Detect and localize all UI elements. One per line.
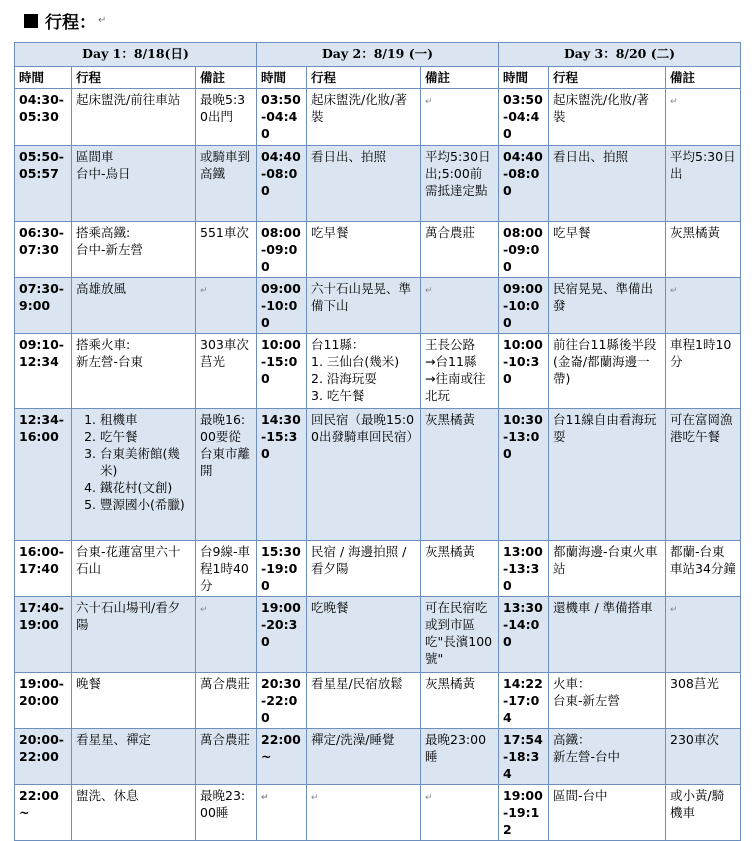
column-header-time: 時間: [15, 67, 72, 89]
note-cell: ↵: [666, 89, 741, 146]
plan-cell: 高鐵： 新左營-台中: [549, 729, 666, 785]
plan-cell: 起床盥洗/化妝/著裝: [307, 89, 421, 146]
itinerary-table: [14, 42, 741, 841]
paragraph-mark-icon: ↵: [98, 15, 107, 26]
plan-cell: 盥洗、休息: [72, 785, 196, 841]
note-cell: 230車次: [666, 729, 741, 785]
time-cell: 19:00-19:12: [499, 785, 549, 841]
page-title: 行程：: [45, 13, 96, 33]
note-cell: ↵: [421, 785, 499, 841]
note-cell: 灰黑橘黃: [421, 673, 499, 729]
plan-cell: 搭乘高鐵: 台中-新左營: [72, 222, 196, 278]
table-row: [15, 278, 741, 334]
note-cell: 303車次莒光: [196, 334, 257, 409]
time-cell: 14:30-15:30: [257, 409, 307, 541]
note-cell: 最晚23:00睡: [196, 785, 257, 841]
time-cell: 08:00-09:00: [499, 222, 549, 278]
note-cell: 或騎車到高鐵: [196, 146, 257, 222]
note-cell: 最晚16:00要從台東市離開: [196, 409, 257, 541]
plan-cell: 火車： 台東-新左營: [549, 673, 666, 729]
plan-cell: 區間-台中: [549, 785, 666, 841]
column-header-note: 備註: [421, 67, 499, 89]
table-row: [15, 541, 741, 597]
note-cell: 551車次: [196, 222, 257, 278]
note-cell: 台9線-車程1時40分: [196, 541, 257, 597]
note-cell: 可在民宿吃或到市區吃"長濱100號": [421, 597, 499, 673]
plan-cell: 台11縣： 1. 三仙台(幾米) 2. 沿海玩耍 3. 吃午餐: [307, 334, 421, 409]
column-header-note: 備註: [196, 67, 257, 89]
time-cell: 09:00-10:00: [257, 278, 307, 334]
plan-cell: 吃早餐: [549, 222, 666, 278]
plan-list: [76, 411, 191, 513]
time-cell: 03:50-04:40: [257, 89, 307, 146]
note-cell: 萬合農莊: [196, 729, 257, 785]
plan-cell: 都蘭海邊-台東火車站: [549, 541, 666, 597]
day-1-header: Day 1：8/18(日): [15, 43, 257, 67]
note-cell: 平均5:30日出: [666, 146, 741, 222]
list-item: 3. 台東美術館(幾米): [100, 445, 191, 479]
time-cell: 15:30-19:00: [257, 541, 307, 597]
table-row: [15, 673, 741, 729]
time-cell: 03:50-04:40: [499, 89, 549, 146]
time-cell: 10:00-15:00: [257, 334, 307, 409]
column-header-plan: 行程: [307, 67, 421, 89]
time-cell: 10:00-10:30: [499, 334, 549, 409]
time-cell: 09:00-10:00: [499, 278, 549, 334]
list-item: 4. 鐵花村(文創): [100, 479, 191, 496]
note-cell: ↵: [666, 597, 741, 673]
time-cell: 07:30-9:00: [15, 278, 72, 334]
plan-cell: ↵: [307, 785, 421, 841]
plan-cell: 高雄放風: [72, 278, 196, 334]
time-cell: 05:50-05:57: [15, 146, 72, 222]
plan-cell: 民宿晃晃、準備出發: [549, 278, 666, 334]
table-row: [15, 146, 741, 222]
table-row: [15, 89, 741, 146]
table-row: [15, 409, 741, 541]
time-cell: 22:00~: [15, 785, 72, 841]
plan-cell: [72, 409, 196, 541]
heading-bullet-icon: [24, 14, 38, 28]
list-item: 5. 豐源國小(希臘): [100, 496, 191, 513]
plan-cell: 前往台11縣後半段(金崙/都蘭海邊一帶): [549, 334, 666, 409]
day-2-header: Day 2：8/19 (一): [257, 43, 499, 67]
plan-cell: 看日出、拍照: [307, 146, 421, 222]
note-cell: 都蘭-台東車站34分鐘: [666, 541, 741, 597]
time-cell: 04:30-05:30: [15, 89, 72, 146]
time-cell: 09:10-12:34: [15, 334, 72, 409]
column-header-note: 備註: [666, 67, 741, 89]
plan-cell: 台東-花蓮富里六十石山: [72, 541, 196, 597]
table-row: [15, 785, 741, 841]
time-cell: 17:54-18:34: [499, 729, 549, 785]
time-cell: 13:30-14:00: [499, 597, 549, 673]
plan-cell: 起床盥洗/化妝/著裝: [549, 89, 666, 146]
note-cell: ↵: [421, 89, 499, 146]
plan-cell: 晚餐: [72, 673, 196, 729]
note-cell: ↵: [666, 278, 741, 334]
plan-cell: 搭乘火車: 新左營-台東: [72, 334, 196, 409]
time-cell: ↵: [257, 785, 307, 841]
plan-cell: 還機車 / 準備搭車: [549, 597, 666, 673]
time-cell: 14:22-17:04: [499, 673, 549, 729]
note-cell: 萬合農莊: [421, 222, 499, 278]
note-cell: 平均5:30日出;5:00前需抵達定點: [421, 146, 499, 222]
time-cell: 20:00-22:00: [15, 729, 72, 785]
time-cell: 16:00-17:40: [15, 541, 72, 597]
plan-cell: 吃晚餐: [307, 597, 421, 673]
column-header-plan: 行程: [549, 67, 666, 89]
time-cell: 08:00-09:00: [257, 222, 307, 278]
plan-cell: 六十石山場刊/看夕陽: [72, 597, 196, 673]
table-row: [15, 222, 741, 278]
plan-cell: 看日出、拍照: [549, 146, 666, 222]
plan-cell: 六十石山晃晃、準備下山: [307, 278, 421, 334]
time-cell: 04:40-08:00: [257, 146, 307, 222]
note-cell: 灰黑橘黃: [421, 541, 499, 597]
time-cell: 04:40-08:00: [499, 146, 549, 222]
note-cell: 最晚5:30出門: [196, 89, 257, 146]
time-cell: 10:30-13:00: [499, 409, 549, 541]
list-item: 2. 吃午餐: [100, 428, 191, 445]
time-cell: 12:34-16:00: [15, 409, 72, 541]
time-cell: 19:00-20:00: [15, 673, 72, 729]
time-cell: 13:00-13:30: [499, 541, 549, 597]
note-cell: ↵: [196, 278, 257, 334]
time-cell: 17:40-19:00: [15, 597, 72, 673]
day-3-header: Day 3：8/20 (二): [499, 43, 741, 67]
column-header-plan: 行程: [72, 67, 196, 89]
note-cell: 或小黃/騎機車: [666, 785, 741, 841]
note-cell: ↵: [421, 278, 499, 334]
time-cell: 06:30-07:30: [15, 222, 72, 278]
note-cell: 最晚23:00睡: [421, 729, 499, 785]
plan-cell: 看星星、禪定: [72, 729, 196, 785]
table-row: [15, 729, 741, 785]
time-cell: 22:00~: [257, 729, 307, 785]
column-header-time: 時間: [257, 67, 307, 89]
note-cell: 灰黑橘黃: [421, 409, 499, 541]
plan-cell: 台11線自由看海玩耍: [549, 409, 666, 541]
plan-cell: 吃早餐: [307, 222, 421, 278]
table-row: [15, 334, 741, 409]
plan-cell: 民宿 / 海邊拍照 / 看夕陽: [307, 541, 421, 597]
plan-cell: 起床盥洗/前往車站: [72, 89, 196, 146]
note-cell: 王長公路 →台11縣 →往南或往北玩: [421, 334, 499, 409]
plan-cell: 回民宿（最晚15:00出發騎車回民宿）: [307, 409, 421, 541]
time-cell: 20:30-22:00: [257, 673, 307, 729]
note-cell: ↵: [196, 597, 257, 673]
note-cell: 車程1時10分: [666, 334, 741, 409]
note-cell: 308莒光: [666, 673, 741, 729]
page-heading: [24, 8, 106, 33]
list-item: 1. 租機車: [100, 411, 191, 428]
note-cell: 萬合農莊: [196, 673, 257, 729]
plan-cell: 禪定/洗澡/睡覺: [307, 729, 421, 785]
plan-cell: 區間車 台中-烏日: [72, 146, 196, 222]
note-cell: 灰黑橘黃: [666, 222, 741, 278]
time-cell: 19:00-20:30: [257, 597, 307, 673]
note-cell: 可在富岡漁港吃午餐: [666, 409, 741, 541]
plan-cell: 看星星/民宿放鬆: [307, 673, 421, 729]
table-row: [15, 597, 741, 673]
column-header-time: 時間: [499, 67, 549, 89]
